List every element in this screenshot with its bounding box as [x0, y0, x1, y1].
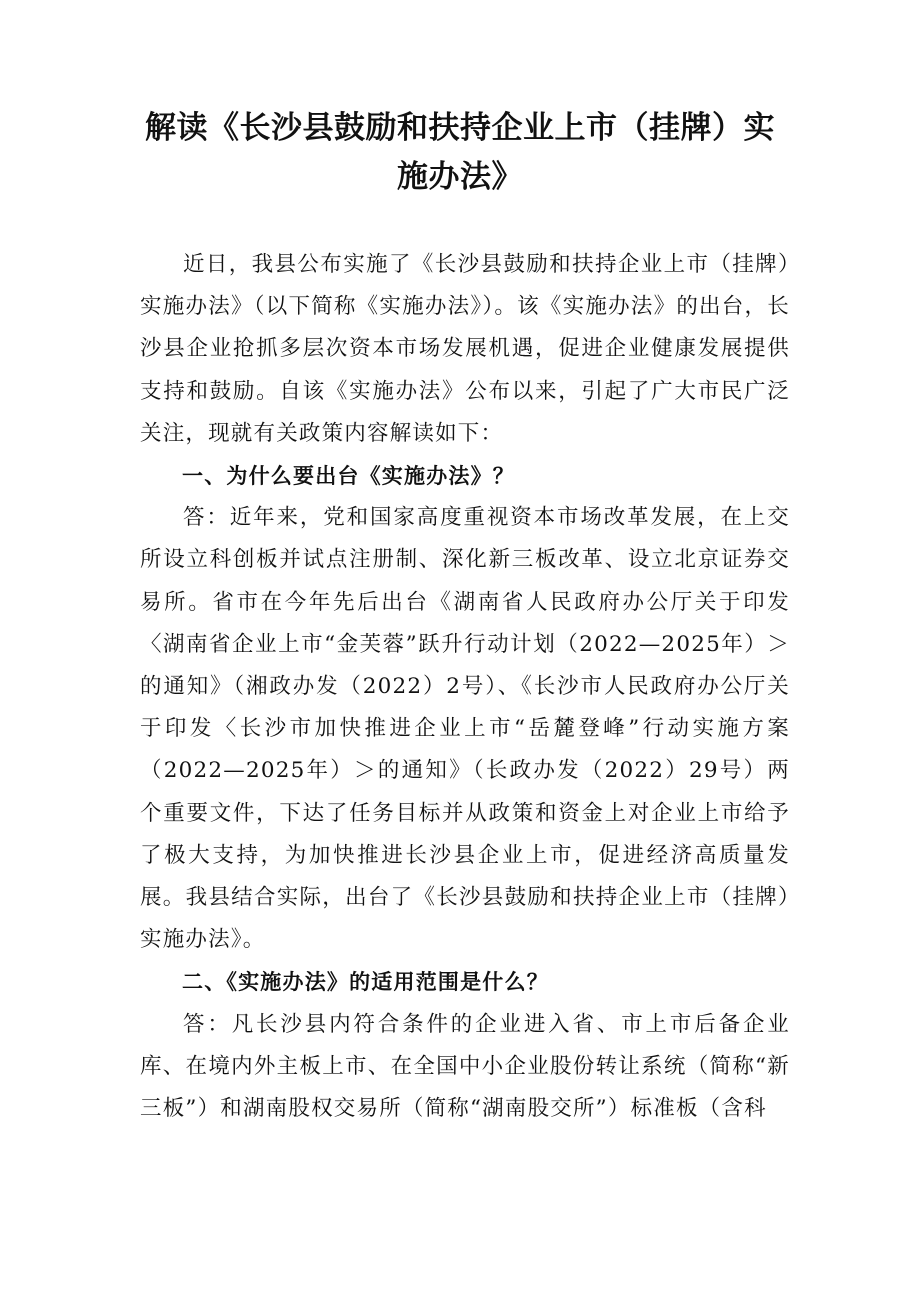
section-2-answer: 答：凡长沙县内符合条件的企业进入省、市上市后备企业库、在境内外主板上市、在全国中小企业股份转让系统（简称“新三板”）和湖南股权交易所（简称“湖南股交所”）标准板（含科	[140, 1011, 790, 1122]
section-1-answer: 答：近年来，党和国家高度重视资本市场改革发展，在上交所设立科创板并试点注册制、深化新三板改革、设立北京证券交易所。省市在今年先后出台《湖南省人民政府办公厅关于印发〈湖南省企业上市“金芙蓉”跃升行动计划（2022—2025年）＞的通知》（湘政办发（2022）2号）、《长沙市人民政府办公厅关于印发〈长沙市加快推进企业上市“岳麓登峰”行动实施方案（2022—2025年）＞的通知》（长政办发（2022）29号）两个重要文件，下达了任务目标并从政策和资金上对企业上市给予了极大支持，为加快推进长沙县企业上市，促进经济高质量发展。我县结合实际，出台了《长沙县鼓励和扶持企业上市（挂牌）实施办法》。	[140, 505, 790, 953]
title-line-1: 解读《长沙县鼓励和扶持企业上市（挂牌）实	[145, 110, 775, 146]
document-title	[140, 104, 780, 202]
document-body	[140, 244, 790, 1130]
title-line-2: 施办法》	[397, 159, 523, 195]
intro-paragraph: 近日，我县公布实施了《长沙县鼓励和扶持企业上市（挂牌）实施办法》（以下简称《实施办法》）。该《实施办法》的出台，长沙县企业抢抓多层次资本市场发展机遇，促进企业健康发展提供支持和鼓励。自该《实施办法》公布以来，引起了广大市民广泛关注，现就有关政策内容解读如下：	[140, 252, 790, 446]
section-2-heading: 二、《实施办法》的适用范围是什么？	[182, 970, 549, 995]
section-1-heading: 一、为什么要出台《实施办法》？	[182, 464, 515, 489]
